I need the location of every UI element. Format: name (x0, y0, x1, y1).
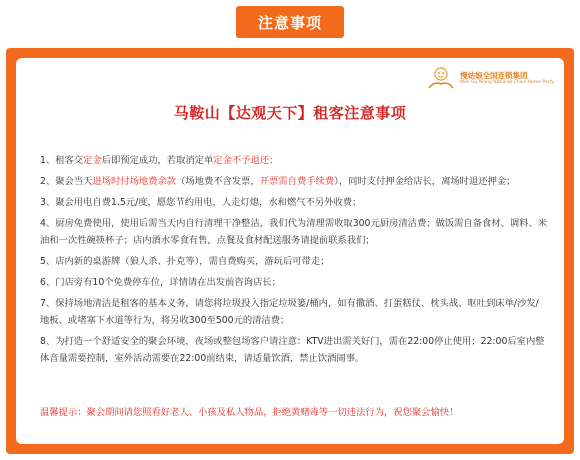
warm-tip: 温馨提示：聚会期间请您照看好老人、小孩及私人物品，拒绝黄赌毒等一切违法行为，祝您聚会愉快！ (40, 407, 459, 418)
rule-text: 3、聚会用电自费1.5元/度，愿您节约用电，人走灯熄，水和燃气不另外收费； (40, 197, 362, 208)
rule-text: 8、为打造一个舒适安全的聚会环境，夜场或整包场客户请注意：KTV进出需关好门，需在22:00停止使用；22:00后室内整体音量需要控制，室外活动需要在22:00前结束，请适量饮酒，禁止饮酒闹事。 (40, 336, 545, 364)
rule-text: 7、保持场地清洁是租客的基本义务，请您将垃圾投入指定垃圾篓/桶内，如有撒酒、打蛋糕仗、枕头战、呕吐到床单/沙发/地板、或堵塞下水道等行为，将另收300至500元的清洁费； (40, 298, 539, 326)
brand-mark-icon (426, 66, 456, 92)
brand-logo (426, 66, 554, 92)
rule-item (40, 274, 548, 291)
brand-name-en: Man Gu Niang National Chain Home Party (460, 79, 554, 85)
rule-item (40, 295, 548, 329)
rule-text: 6、门店旁有10个免费停车位，详情请在出发前咨询店长； (40, 277, 281, 288)
rule-text: 1、租客交 (40, 155, 84, 166)
notice-title: 马鞍山【达观天下】租客注意事项 (173, 104, 407, 122)
rule-item (40, 215, 548, 249)
rule-text: 4、厨房免费使用，使用后需当天内自行清理干净整洁，我们代为清理需收取300元厨房清洁费；做饭需自备食材、调料、米油和一次性碗筷杯子；店内酒水零食有售，点餐及食材配送服务请提前联系我们； (40, 218, 548, 246)
rule-item (40, 152, 548, 169)
rule-text: 5、店内新的桌游牌（狼人杀、扑克等），需自费购买，游玩后可带走； (40, 256, 330, 267)
rule-highlight-text: 开票需自费手续费 (259, 176, 335, 187)
rule-item (40, 253, 548, 270)
rule-text: ），同时支付押金给店长，离场时退还押金； (334, 176, 516, 187)
rule-text: （场地费不含发票， (176, 176, 260, 187)
header-tab-label: 注意事项 (257, 13, 322, 32)
brand-name-cn: 慢姑娘全国连锁集团 (460, 71, 528, 81)
rules-list (40, 152, 548, 371)
rule-text: 2、聚会当天 (40, 176, 93, 187)
rule-highlight-text: 定金不予退还； (213, 155, 279, 166)
rule-highlight-text: 进场时付场地费余款 (92, 176, 177, 187)
rule-text: 后即预定成功，若取消定单 (101, 155, 214, 166)
rule-highlight-text: 定金 (83, 155, 102, 166)
rule-item (40, 194, 548, 211)
notice-card (16, 58, 564, 444)
notice-frame (6, 48, 574, 454)
rule-item (40, 173, 548, 190)
rule-item (40, 333, 548, 367)
header-tab (236, 6, 344, 38)
